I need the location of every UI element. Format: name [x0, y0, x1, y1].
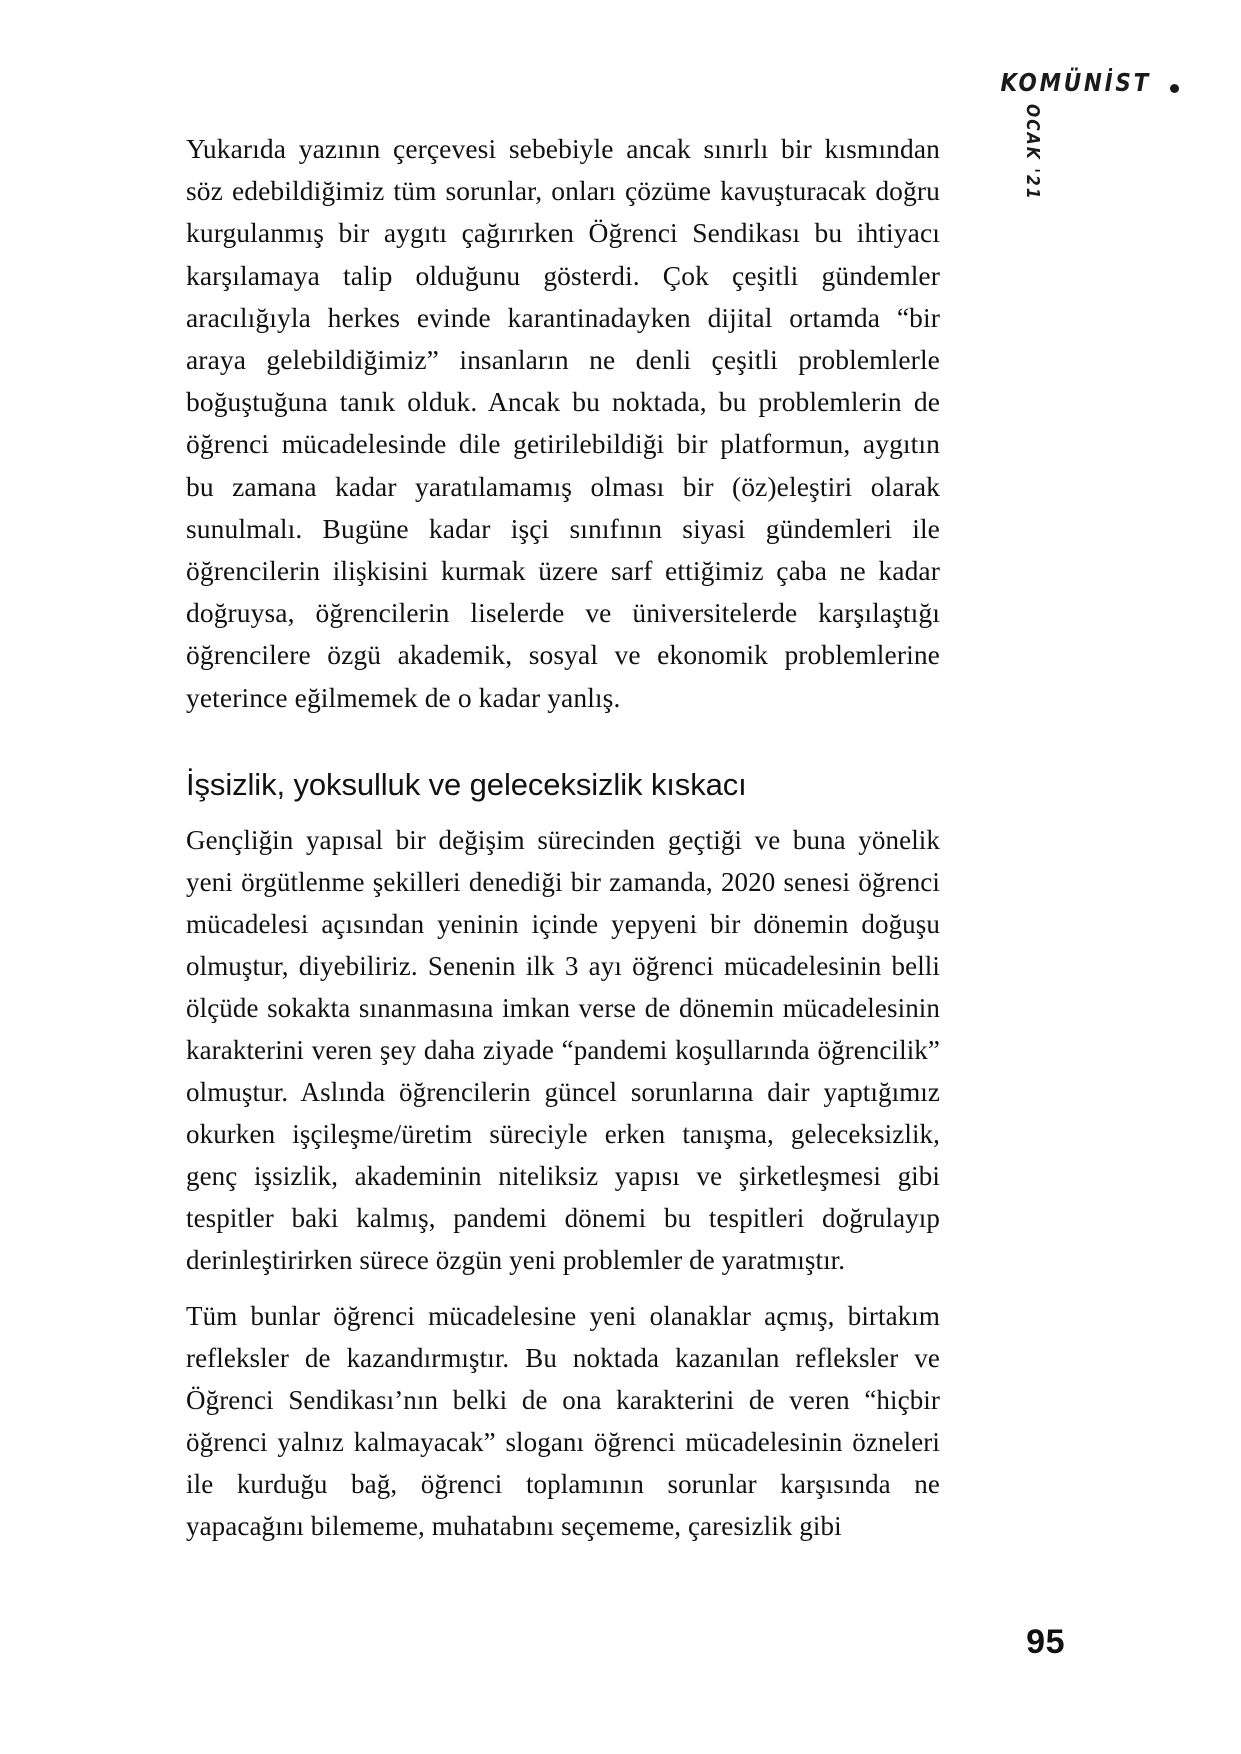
paragraph-3: Tüm bunlar öğrenci mücadelesine yeni olanaklar açmış, birtakım refleksler de kazandırmıştır. Bu noktada kazanılan refleksler ve Öğrenci Sendikası’nın belki de ona karakterini de veren “hiçbir öğrenci yalnız kalmayacak” sloganı öğrenci mücadelesinin özneleri ile kurduğu bağ, öğrenci toplamının sorunlar karşısında ne yapacağını bilememe, muhatabını seçememe, çaresizlik gibi: [186, 1300, 940, 1541]
paragraph-2: Gençliğin yapısal bir değişim sürecinden geçtiği ve buna yönelik yeni örgütlenme şekilleri denediği bir zamanda, 2020 senesi öğrenci mücadelesi açısından yeninin içinde yepyeni bir dönemin doğuşu olmuştur, diyebiliriz. Senenin ilk 3 ayı öğrenci mücadelesinin belli ölçüde sokakta sınanmasına imkan verse de dönemin mücadelesinin karakterini veren şey daha ziyade “pandemi koşullarında öğrencilik” olmuştur. Aslında öğrencilerin güncel sorunlarına dair yaptığımız okurken işçileşme/üretim süreciyle erken tanışma, geleceksizlik, genç işsizlik, akademinin niteliksiz yapısı ve şirketleşmesi gibi tespitler baki kalmış, pandemi dönemi bu tespitleri doğrulayıp derinleştirirken sürece özgün yeni problemler de yaratmıştır.: [186, 824, 940, 1275]
issue-date-label: OCAK '21: [1022, 104, 1043, 201]
masthead-title: KOMÜNİST: [1000, 68, 1151, 97]
section-heading: İşsizlik, yoksulluk ve geleceksizlik kıskacı: [186, 766, 747, 802]
page-number: 95: [1026, 1623, 1065, 1661]
paragraph-spacer: [186, 1281, 940, 1295]
bullet-dot-icon: [1170, 84, 1179, 93]
text-column: [186, 128, 940, 1547]
issue-date: [1022, 104, 1043, 254]
running-head: [0, 68, 1151, 108]
paragraph-1: Yukarıda yazının çerçevesi sebebiyle ancak sınırlı bir kısmından söz edebildiğimiz tüm sorunlar, onları çözüme kavuşturacak doğru kurgulanmış bir aygıtı çağırırken Öğrenci Sendikası bu ihtiyacı karşılamaya talip olduğunu gösterdi. Çok çeşitli gündemler aracılığıyla herkes evinde karantinadayken dijital ortamda “bir araya gelebildiğimiz” insanların ne denli çeşitli problemlerle boğuştuğuna tanık olduk. Ancak bu noktada, bu problemlerin de öğrenci mücadelesinde dile getirilebildiği bir platformun, aygıtın bu zamana kadar yaratılamamış olması bir (öz)eleştiri olarak sunulmalı. Bugüne kadar işçi sınıfının siyasi gündemleri ile öğrencilerin ilişkisini kurmak üzere sarf ettiğimiz çaba ne kadar doğruysa, öğrencilerin liselerde ve üniversitelerde karşılaştığı öğrencilere özgü akademik, sosyal ve ekonomik problemlerine yeterince eğilmemek de o kadar yanlış.: [186, 133, 940, 713]
section-heading-wrap: [186, 765, 940, 805]
